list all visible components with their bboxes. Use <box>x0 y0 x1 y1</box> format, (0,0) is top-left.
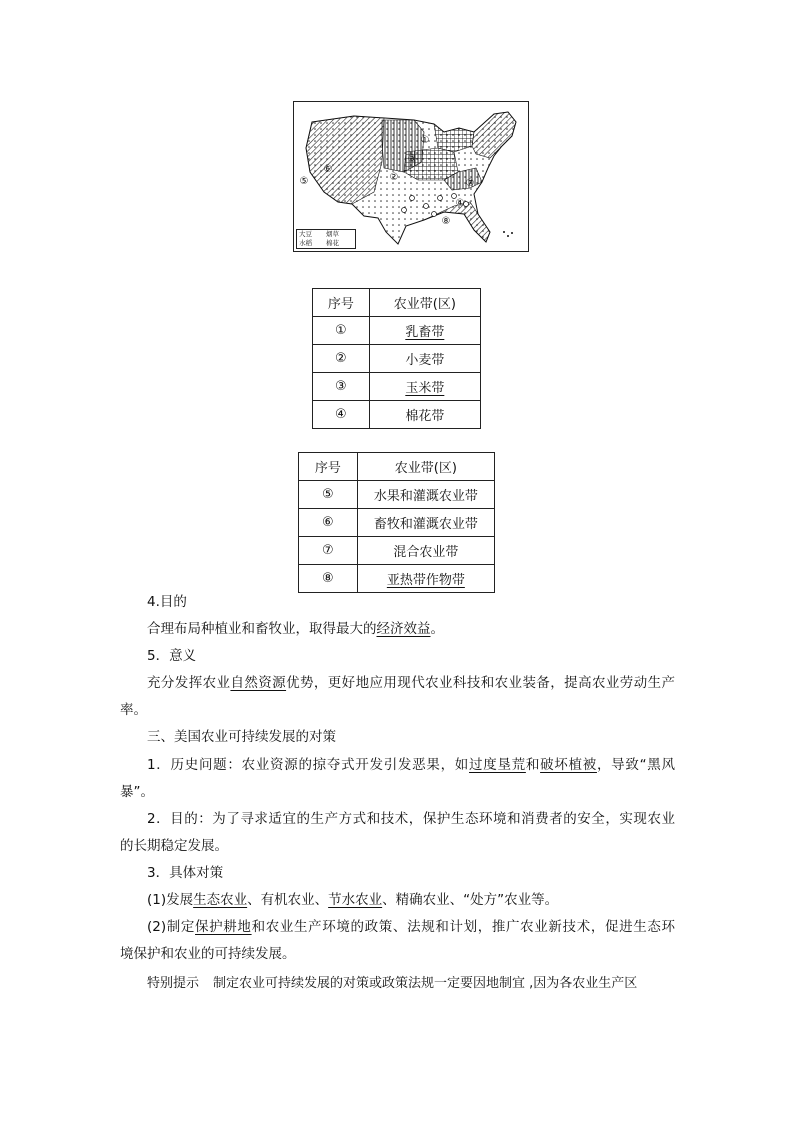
point-2-line1: 2．目的：为了寻求适宜的生产方式和技术，保护生态环境和消费者的安全，实现农业 <box>147 811 675 827</box>
map-legend <box>296 229 356 249</box>
agri-belt-table-2 <box>298 452 495 593</box>
header-belt: 农业带(区) <box>357 453 494 481</box>
countermeasure-1: (1)发展生态农业、有机农业、节水农业、精确农业、“处方”农业等。 <box>147 892 559 908</box>
row-belt: 亚热带作物带 <box>386 573 465 588</box>
point-3-title: 3．具体对策 <box>147 865 224 881</box>
special-tip <box>120 970 675 997</box>
row-number: ⑦ <box>299 537 358 565</box>
countermeasure-2-line2: 境保护和农业的可持续发展。 <box>120 946 296 962</box>
map-label-3: ③ <box>407 154 417 165</box>
row-belt: 混合农业带 <box>357 537 494 565</box>
map-label-6: ⑥ <box>323 164 333 175</box>
section-5-body-line2: 率。 <box>120 702 147 718</box>
map-label-4: ④ <box>455 198 465 209</box>
header-belt: 农业带(区) <box>369 289 480 317</box>
header-number: 序号 <box>299 453 358 481</box>
table-row <box>313 373 481 401</box>
underlined-term: 过度垦荒 <box>469 757 526 773</box>
point-1-line2: 暴”。 <box>120 784 154 800</box>
row-belt: 畜牧和灌溉农业带 <box>357 509 494 537</box>
tip-body: 制定农业可持续发展的对策或政策法规一定要因地制宜 ,因为各农业生产区 <box>213 976 638 991</box>
underlined-term: 节水农业 <box>328 892 383 908</box>
row-belt: 小麦带 <box>369 345 480 373</box>
row-belt: 玉米带 <box>405 381 445 396</box>
table-row <box>299 509 495 537</box>
countermeasure-2-line1: (2)制定保护耕地和农业生产环境的政策、法规和计划，推广农业新技术，促进生态环 <box>147 919 676 935</box>
row-number: ⑥ <box>299 509 358 537</box>
agri-belt-table-1 <box>312 288 481 429</box>
section-4-body: 合理布局种植业和畜牧业，取得最大的经济效益。 <box>147 621 444 637</box>
map-label-1: ① <box>420 135 430 146</box>
tip-label: 特别提示 <box>147 976 200 991</box>
underlined-term: 自然资源 <box>230 675 287 691</box>
map-label-2: ② <box>389 172 399 183</box>
legend-rice: 水稻 <box>299 239 312 247</box>
row-belt: 棉花带 <box>369 401 480 429</box>
section-4-title: 4.目的 <box>147 594 187 610</box>
part-3-title: 三、美国农业可持续发展的对策 <box>147 729 336 745</box>
row-number: ③ <box>313 373 370 401</box>
underlined-term: 经济效益 <box>376 621 431 637</box>
row-number: ⑤ <box>299 481 358 509</box>
us-agriculture-map <box>293 101 529 252</box>
underlined-term: 生态农业 <box>193 892 248 908</box>
underlined-term: 破坏植被 <box>540 757 597 773</box>
point-1-line1: 1．历史问题：农业资源的掠夺式开发引发恶果，如过度垦荒和破坏植被，导致“黑风 <box>147 757 676 773</box>
underlined-term: 保护耕地 <box>195 919 252 935</box>
row-number: ② <box>313 345 370 373</box>
table-row <box>313 345 481 373</box>
map-label-7: ⑦ <box>465 178 475 189</box>
table-row <box>313 401 481 429</box>
map-label-8: ⑧ <box>441 216 451 227</box>
point-2-line2: 的长期稳定发展。 <box>120 838 228 854</box>
row-number: ⑧ <box>299 565 358 593</box>
table-row <box>299 537 495 565</box>
table-row <box>299 481 495 509</box>
row-number: ① <box>313 317 370 345</box>
section-5-title: 5．意义 <box>147 648 197 664</box>
row-belt: 乳畜带 <box>405 325 445 340</box>
map-label-5: ⑤ <box>299 176 309 187</box>
legend-tobacco: 烟草 <box>326 230 339 238</box>
section-5-body-line1: 充分发挥农业自然资源优势，更好地应用现代农业科技和农业装备，提高农业劳动生产 <box>147 675 676 691</box>
legend-soybean: 大豆 <box>299 230 312 238</box>
table-row <box>313 317 481 345</box>
legend-cotton: 棉花 <box>326 239 339 247</box>
row-number: ④ <box>313 401 370 429</box>
header-number: 序号 <box>313 289 370 317</box>
row-belt: 水果和灌溉农业带 <box>357 481 494 509</box>
